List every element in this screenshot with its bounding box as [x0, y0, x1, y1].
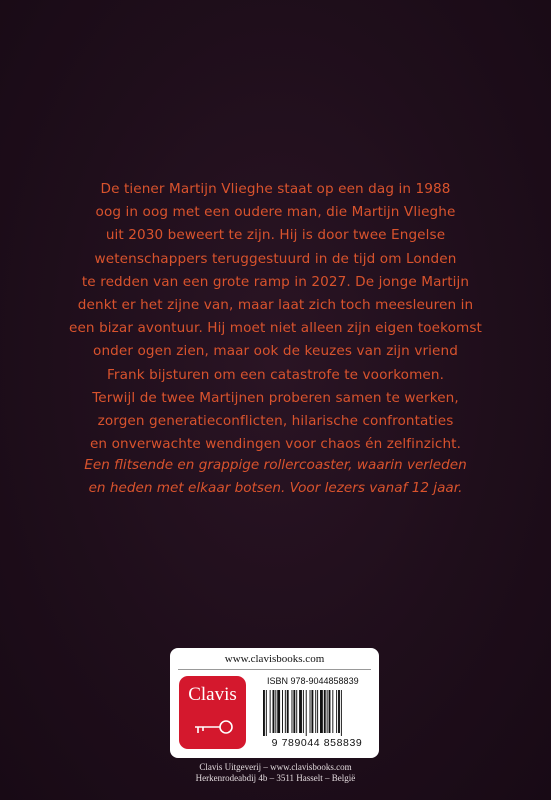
publisher-website[interactable]: www.clavisbooks.com [224, 653, 325, 665]
tagline [60, 454, 491, 500]
blurb-line: Terwijl de twee Martijnen proberen samen te werken, [92, 389, 459, 406]
logo-text: Clavis [188, 684, 237, 705]
blurb-line: wetenschappers teruggestuurd in de tijd om Londen [94, 250, 457, 267]
blurb-line: uit 2030 beweert te zijn. Hij is door twee Engelse [105, 227, 446, 244]
publisher-line: Clavis Uitgeverij – www.clavisbooks.com [199, 762, 352, 772]
blurb-line: zorgen generatieconflicten, hilarische confrontaties [97, 413, 454, 430]
publisher-line: Herkenrodeabdij 4b – 3511 Hasselt – België [195, 773, 356, 783]
blurb-line: denkt er het zijne van, maar laat zich toch meesleuren in [77, 297, 474, 314]
key-icon [193, 719, 235, 739]
blurb-line: onder ogen zien, maar ook de keuzes van zijn vriend [93, 343, 458, 360]
blurb-line: oog in oog met een oudere man, die Martijn Vlieghe [95, 204, 456, 221]
blurb-line: en onverwachte wendingen voor chaos én zelfinzicht. [89, 436, 462, 453]
back-cover-blurb [60, 178, 491, 456]
panel-divider [178, 669, 371, 670]
blurb-line: De tiener Martijn Vlieghe staat op een dag in 1988 [100, 181, 451, 197]
blurb-line: te redden van een grote ramp in 2027. De jonge Martijn [81, 273, 470, 290]
tagline-line: en heden met elkaar botsen. Voor lezers vanaf 12 jaar. [88, 480, 463, 497]
isbn-label: ISBN 978-9044858839 [267, 676, 359, 686]
tagline-line: Een flitsende en grappige rollercoaster, waarin verleden [84, 457, 467, 473]
publisher-address [0, 762, 551, 784]
barcode [262, 690, 374, 736]
blurb-line: Frank bijsturen om een catastrofe te voorkomen. [106, 366, 445, 383]
blurb-line: een bizar avontuur. Hij moet niet alleen zijn eigen toekomst [69, 320, 482, 337]
barcode-panel [170, 648, 379, 758]
clavis-logo [179, 676, 246, 749]
barcode-digits: 9 789044 858839 [271, 737, 363, 749]
